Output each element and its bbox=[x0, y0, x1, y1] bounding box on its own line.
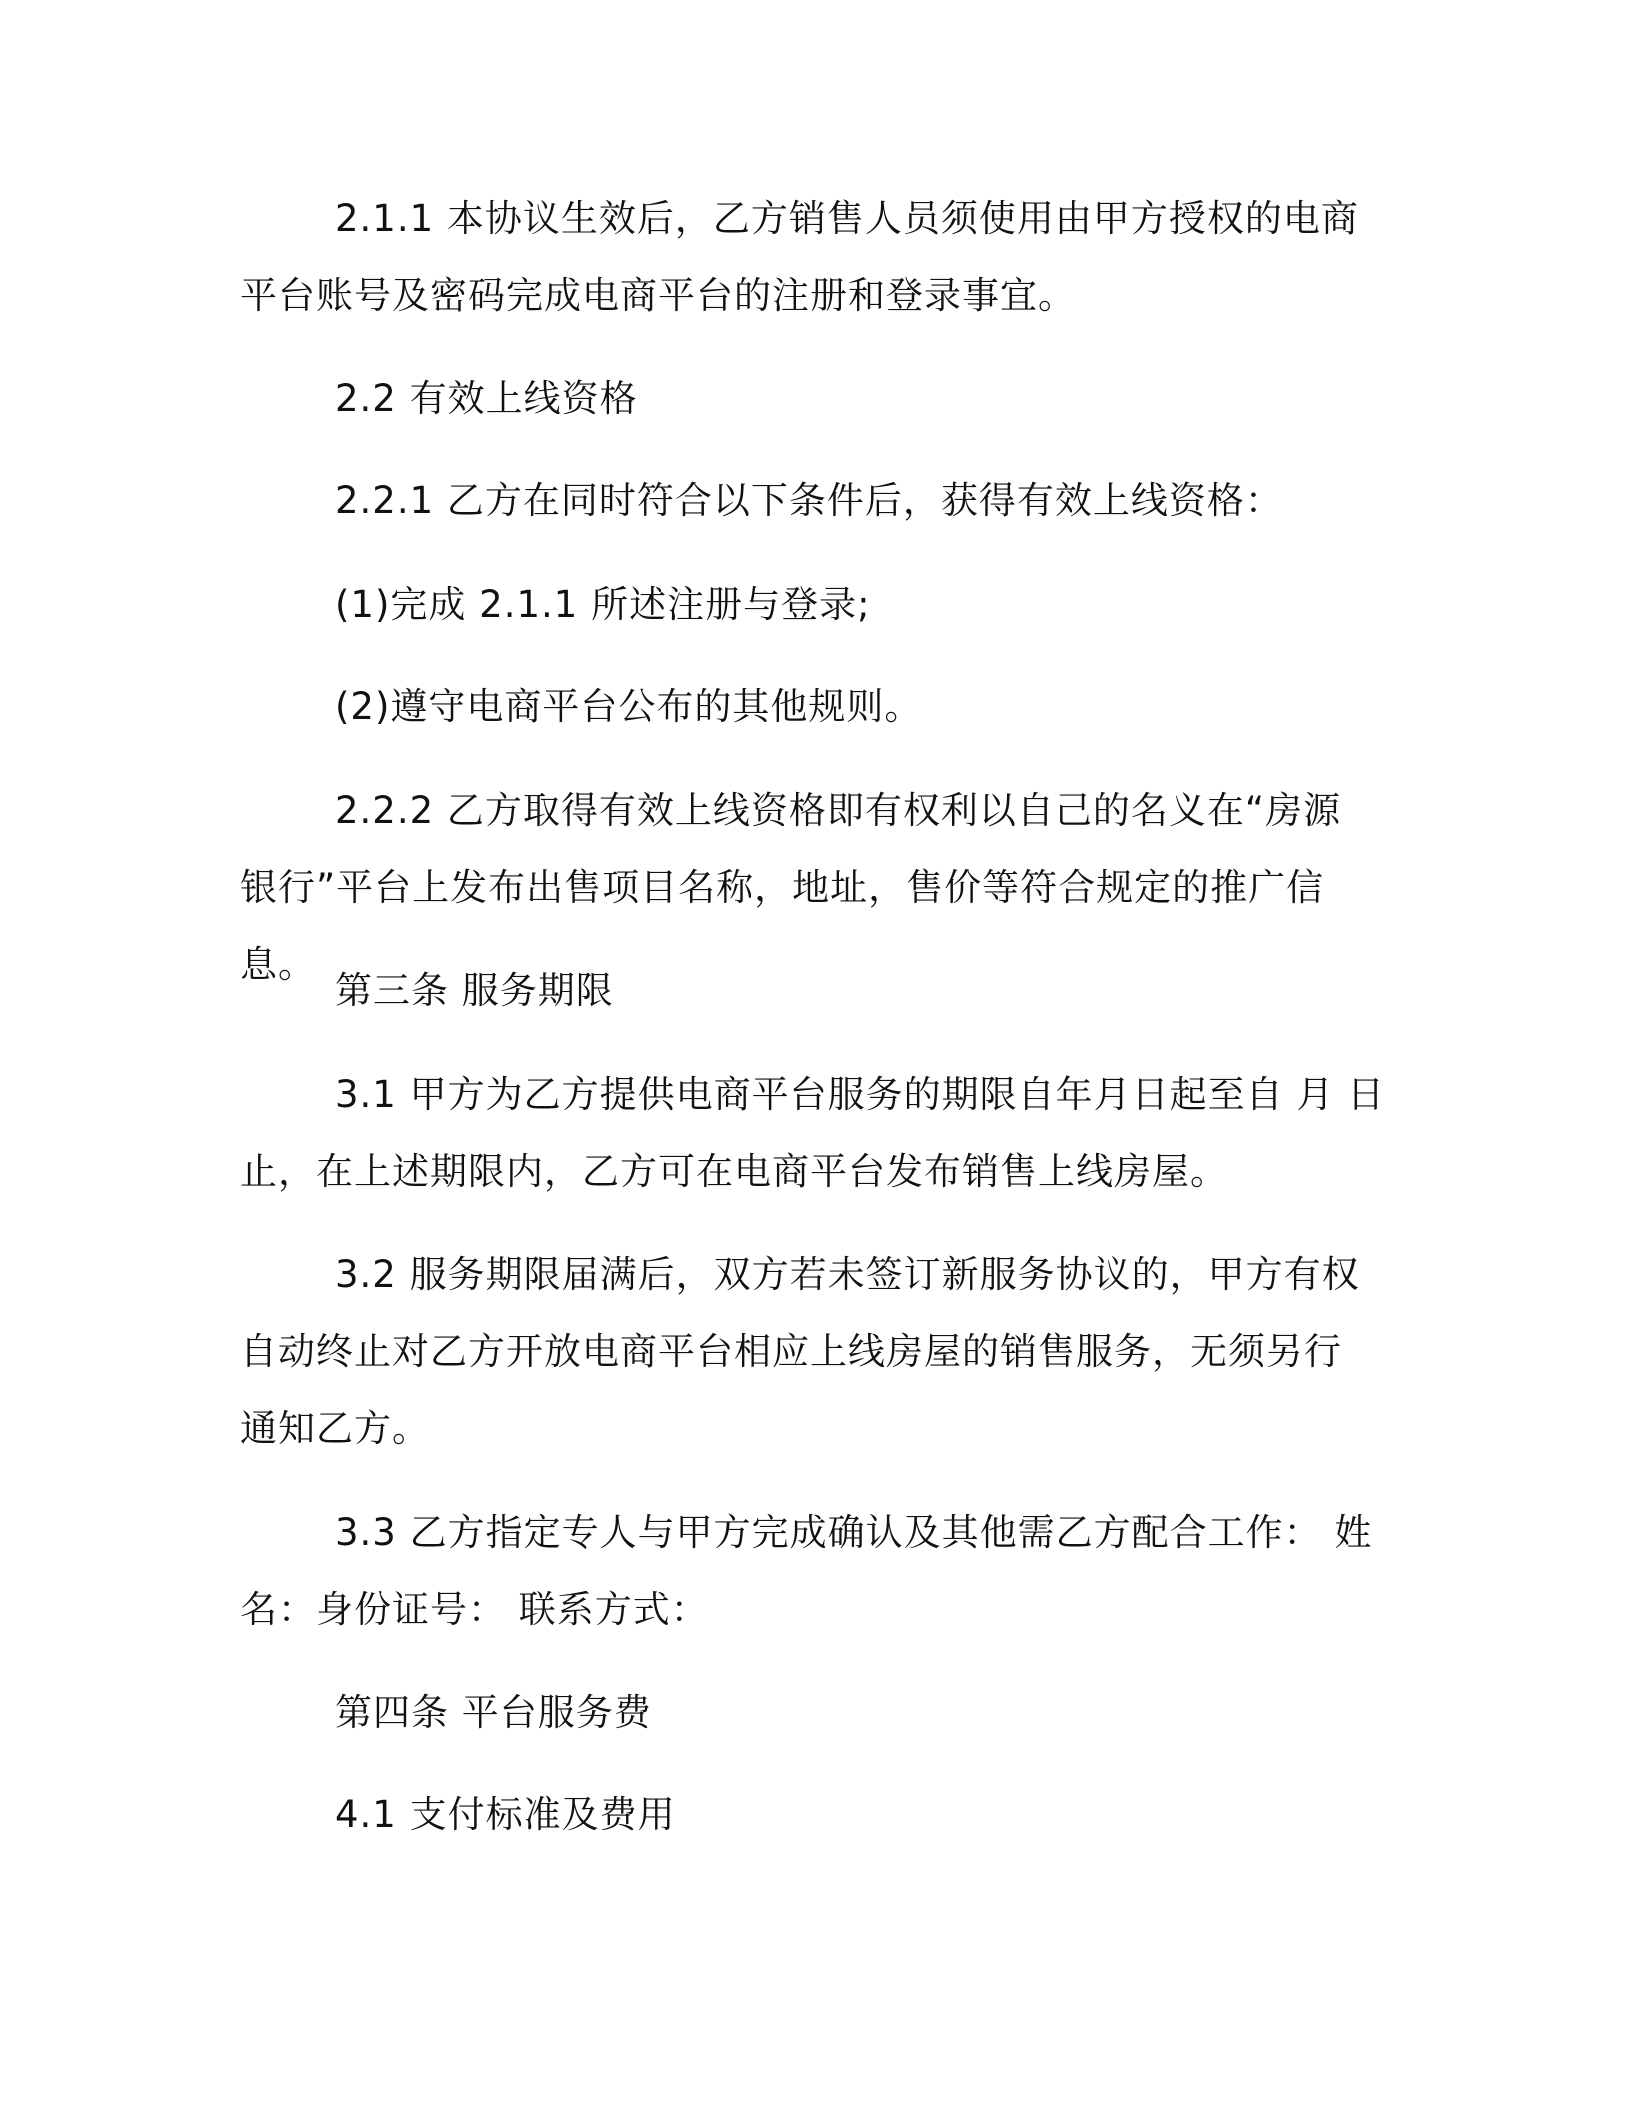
clause-2-1-1: 2.1.1 本协议生效后，乙方销售人员须使用由甲方授权的电商平台账号及密码完成电商平台的注册和登录事宜。 bbox=[240, 197, 1359, 317]
clause-4-1: 4.1 支付标准及费用 bbox=[335, 1793, 676, 1836]
clause-3-2: 3.2 服务期限届满后，双方若未签订新服务协议的，甲方有权自动终止对乙方开放电商平台相应上线房屋的销售服务，无须另行通知乙方。 bbox=[240, 1253, 1360, 1450]
condition-1: (1)完成 2.1.1 所述注册与登录; bbox=[335, 583, 871, 626]
condition-2: (2)遵守电商平台公布的其他规则。 bbox=[335, 685, 923, 728]
clause-2-2-2: 2.2.2 乙方取得有效上线资格即有权利以自己的名义在“房源银行”平台上发布出售项目名称，地址，售价等符合规定的推广信息。 bbox=[240, 789, 1342, 986]
heading-2-2: 2.2 有效上线资格 bbox=[335, 377, 638, 420]
article-3-heading: 第三条 服务期限 bbox=[335, 969, 614, 1012]
article-4-heading: 第四条 平台服务费 bbox=[335, 1691, 652, 1734]
clause-3-1: 3.1 甲方为乙方提供电商平台服务的期限自年月日起至自 月 日止，在上述期限内，乙方可在电商平台发布销售上线房屋。 bbox=[240, 1073, 1386, 1193]
clause-2-2-1: 2.2.1 乙方在同时符合以下条件后，获得有效上线资格： bbox=[335, 479, 1283, 522]
clause-3-3: 3.3 乙方指定专人与甲方完成确认及其他需乙方配合工作： 姓名：身份证号： 联系方式： bbox=[240, 1511, 1373, 1631]
